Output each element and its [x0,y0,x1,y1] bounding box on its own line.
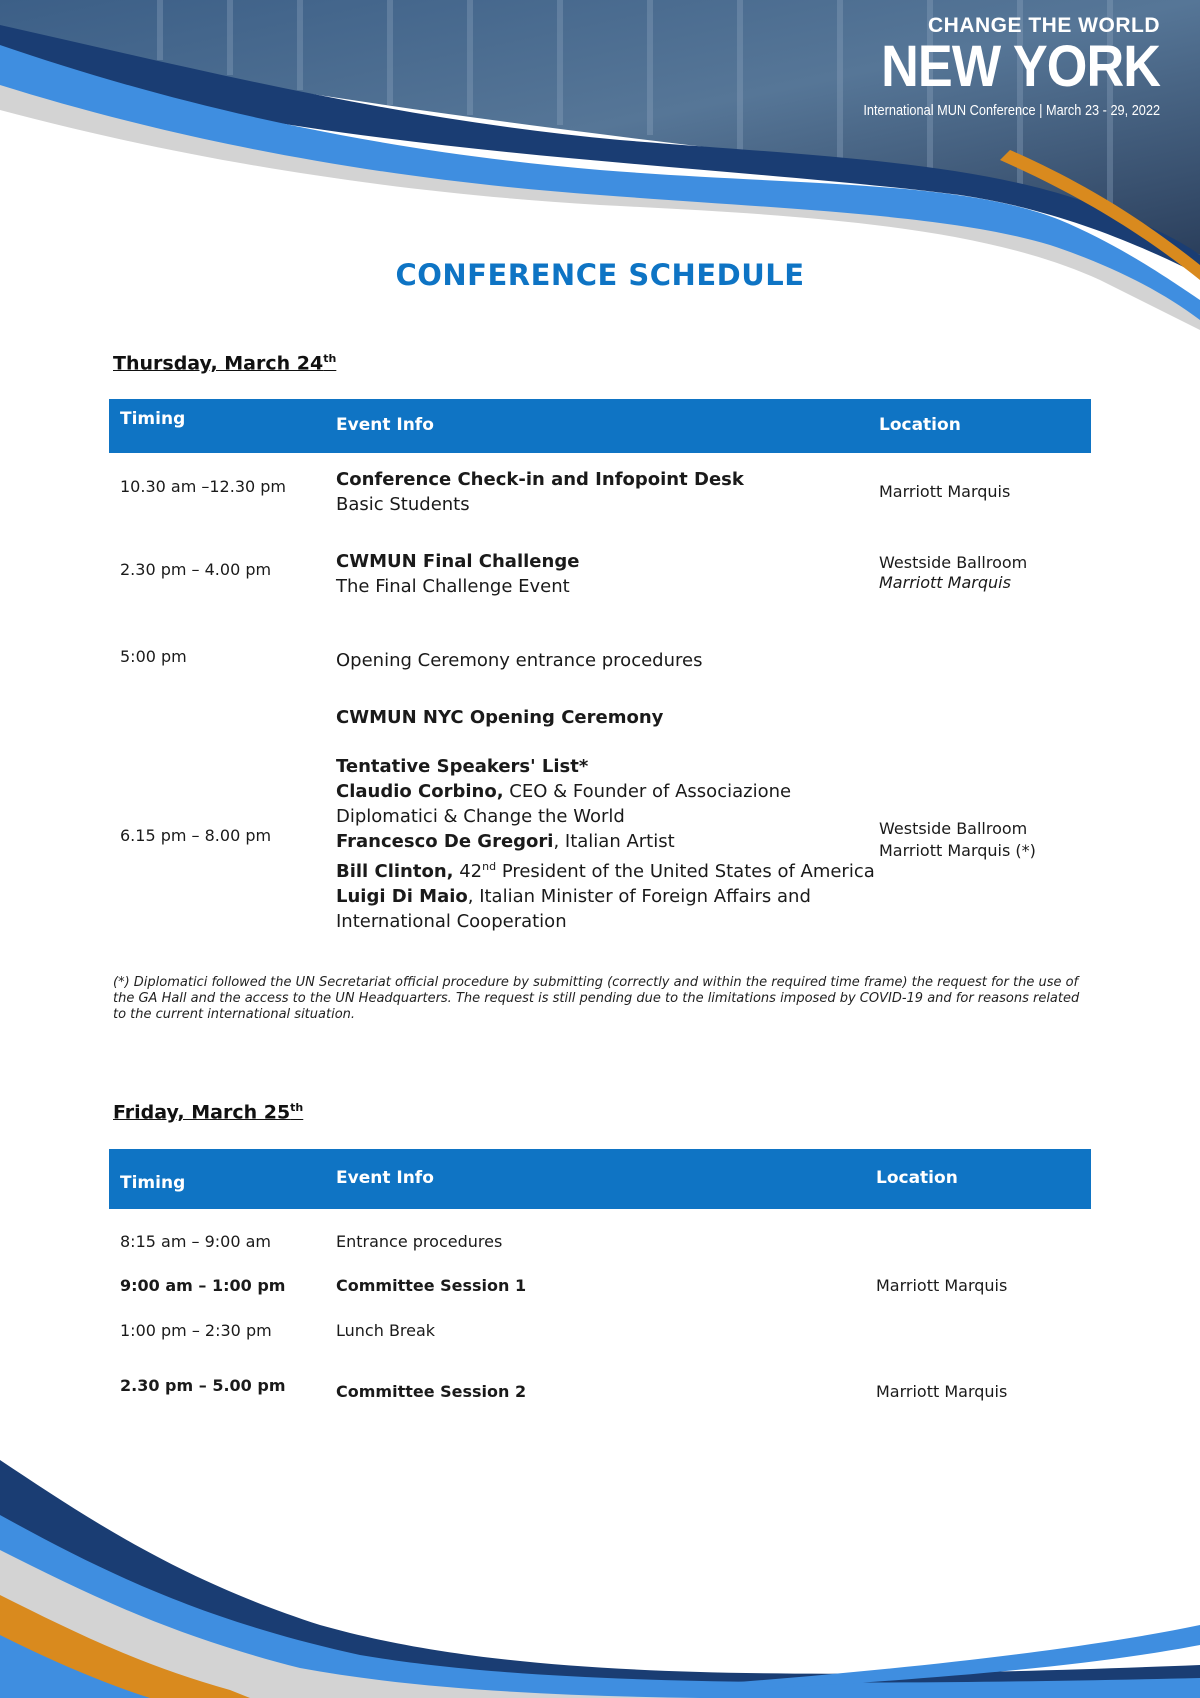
row3-event-detail: Opening Ceremony entrance procedures [336,650,703,671]
brand-tagline: CHANGE THE WORLD [928,14,1160,37]
speaker-item: Francesco De Gregori, Italian Artist [336,831,675,852]
row2-event-title: CWMUN Final Challenge [336,551,580,572]
fri-row4-time: 2.30 pm – 5.00 pm [120,1376,286,1395]
brand-city: NEW YORK [881,34,1160,99]
footnote: (*) Diplomatici followed the UN Secretariat official procedure by submitting (correctly and within the required time frame) the request for the use of the GA Hall and the access to the UN Headquarters. The request is still pending due to the limitations imposed by COVID-19 and for reasons related to the current international situation. [113,975,1080,1022]
table-header-thursday [109,399,1091,453]
column-location: Location [876,1168,958,1188]
fri-row3-event: Lunch Break [336,1321,436,1340]
column-timing: Timing [120,1173,186,1193]
row1-location: Marriott Marquis [879,482,1011,501]
table-header-friday [109,1149,1091,1209]
day-heading-friday: Friday, March 25th [113,1101,304,1124]
fri-row1-event: Entrance procedures [336,1232,503,1251]
fri-row2-time: 9:00 am – 1:00 pm [120,1276,286,1295]
row1-event [336,467,744,517]
speaker-item: Bill Clinton, 42nd President of the United States of America [336,860,875,882]
row1-time: 10.30 am –12.30 pm [120,477,286,496]
page-title: CONFERENCE SCHEDULE [395,258,805,292]
footer-waves [0,1420,1200,1698]
row2-event [336,549,579,599]
fri-row2-event: Committee Session 1 [336,1276,527,1295]
row4-event-title: CWMUN NYC Opening Ceremony [336,707,664,728]
row2-location-name: Westside Ballroom [879,553,1028,572]
row4-time: 6.15 pm – 8.00 pm [120,826,272,845]
row3-time: 5:00 pm [120,647,187,666]
fri-row1-time: 8:15 am – 9:00 am [120,1232,271,1251]
row2-event-detail: The Final Challenge Event [336,576,570,597]
row1-event-detail: Basic Students [336,494,470,515]
column-event-info: Event Info [336,1168,434,1188]
row4-location-name: Westside Ballroom [879,819,1028,838]
fri-row4-location: Marriott Marquis [876,1382,1008,1401]
row2-time: 2.30 pm – 4.00 pm [120,560,272,579]
row4-location [879,818,1036,862]
fri-row3-time: 1:00 pm – 2:30 pm [120,1321,272,1340]
row2-location-detail: Marriott Marquis [879,573,1011,592]
column-timing: Timing [120,409,186,429]
row4-location-detail: Marriott Marquis (*) [879,841,1036,860]
fri-row2-location: Marriott Marquis [876,1276,1008,1295]
row2-location [879,552,1027,593]
fri-row4-event: Committee Session 2 [336,1382,527,1401]
speaker-item: Claudio Corbino, CEO & Founder of Associazione Diplomatici & Change the World [336,781,792,827]
brand-subtitle: International MUN Conference | March 23 - 29, 2022 [863,102,1160,119]
column-location: Location [879,415,961,435]
row4-event [336,705,876,934]
row1-event-title: Conference Check-in and Infopoint Desk [336,469,744,490]
event-brand [811,14,1160,119]
speaker-item: Luigi Di Maio, Italian Minister of Foreign Affairs and International Cooperation [336,886,811,932]
speakers-heading: Tentative Speakers' List* [336,756,589,777]
column-event-info: Event Info [336,415,434,435]
day-heading-thursday: Thursday, March 24th [113,352,337,375]
